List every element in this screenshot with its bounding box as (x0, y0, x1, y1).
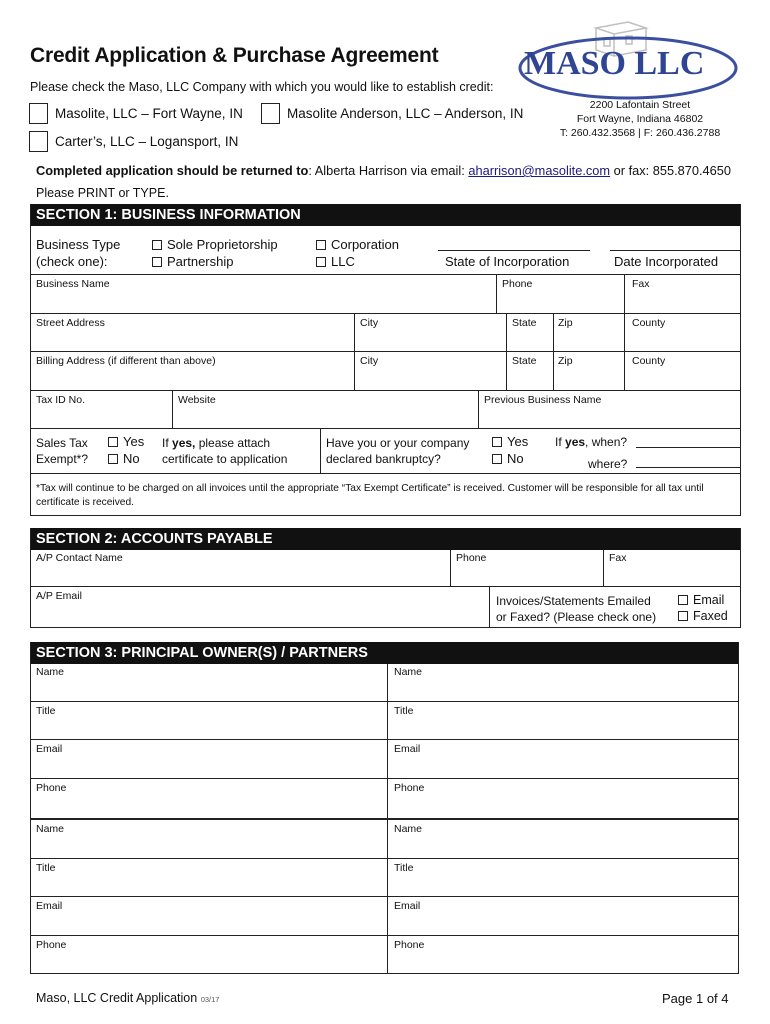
owner-2-right-title-field[interactable]: Title (394, 862, 414, 874)
billing-city-field[interactable]: City (360, 355, 379, 367)
owner-1-right-title-field[interactable]: Title (394, 705, 414, 717)
company-checkbox-carters[interactable] (29, 131, 48, 152)
address-line-2: Fort Wayne, Indiana 46802 (576, 113, 704, 125)
bankruptcy-where-label: where? (588, 457, 628, 471)
section-2-header: SECTION 2: ACCOUNTS PAYABLE (30, 528, 741, 550)
owner-2-right-phone-field[interactable]: Phone (394, 939, 425, 951)
company-label-carters: Carter’s, LLC – Logansport, IN (55, 134, 239, 149)
maso-logo (518, 20, 740, 100)
tax-footnote: *Tax will continue to be charged on all invoices until the appropriate “Tax Exempt Certificate” is received. Customer will be responsible for all tax until certificate is received. (36, 483, 704, 508)
owner-2-left-title-field[interactable]: Title (36, 862, 56, 874)
sales-tax-yes-checkbox[interactable] (108, 437, 118, 447)
partnership-checkbox[interactable] (152, 257, 162, 267)
bankruptcy-options: Yes No (492, 433, 528, 467)
bankruptcy-no-checkbox[interactable] (492, 454, 502, 464)
sole-prop-checkbox[interactable] (152, 240, 162, 250)
ap-contact-field[interactable]: A/P Contact Name (36, 552, 123, 564)
logo-text: MASO LLC (524, 45, 705, 82)
ap-phone-field[interactable]: Phone (456, 552, 487, 564)
owner-1-left-email-field[interactable]: Email (36, 743, 63, 755)
street-county-field[interactable]: County (632, 317, 666, 329)
bankruptcy-when-label: If yes, when? (555, 435, 628, 449)
owner-2-right-name-field[interactable]: Name (394, 823, 423, 835)
sales-tax-no-checkbox[interactable] (108, 454, 118, 464)
company-row-1 (29, 103, 48, 129)
phone-fax-line: T: 260.432.3568 | F: 260.436.2788 (559, 127, 721, 139)
invoice-faxed-checkbox[interactable] (678, 611, 688, 621)
website-field[interactable]: Website (178, 394, 216, 406)
attach-certificate-note: If yes, please attach certificate to application (162, 436, 288, 466)
billing-address-field[interactable]: Billing Address (if different than above) (36, 355, 216, 367)
bankruptcy-when-line[interactable] (636, 447, 740, 448)
page-title: Credit Application & Purchase Agreement (30, 44, 439, 67)
owner-1-right-name-field[interactable]: Name (394, 666, 423, 678)
street-city-field[interactable]: City (360, 317, 379, 329)
company-label-masolite: Masolite, LLC – Fort Wayne, IN (55, 106, 243, 121)
business-phone-field[interactable]: Phone (502, 278, 533, 290)
invoice-method-question: Invoices/Statements Emailed or Faxed? (Please check one) (496, 594, 657, 624)
section-3-box (30, 642, 739, 974)
owner-1-right-email-field[interactable]: Email (394, 743, 421, 755)
business-type-options-a: Sole Proprietorship Partnership (152, 236, 278, 270)
business-type-label: Business Type (check one): (36, 237, 121, 269)
company-label-anderson: Masolite Anderson, LLC – Anderson, IN (287, 106, 524, 121)
date-incorp-line[interactable] (610, 250, 740, 251)
company-checkbox-masolite[interactable] (29, 103, 48, 124)
business-fax-field[interactable]: Fax (632, 278, 650, 290)
owner-2-left-name-field[interactable]: Name (36, 823, 65, 835)
tax-id-field[interactable]: Tax ID No. (36, 394, 86, 406)
company-address (540, 98, 740, 140)
owner-1-right-phone-field[interactable]: Phone (394, 782, 425, 794)
sales-tax-options: Yes No (108, 433, 144, 467)
state-incorp-line[interactable] (438, 250, 590, 251)
invoice-email-checkbox[interactable] (678, 595, 688, 605)
owner-1-left-name-field[interactable]: Name (36, 666, 65, 678)
ap-email-field[interactable]: A/P Email (36, 590, 82, 602)
billing-county-field[interactable]: County (632, 355, 666, 367)
intro-text: Please check the Maso, LLC Company with which you would like to establish credit: (30, 80, 494, 94)
print-note: Please PRINT or TYPE. (36, 186, 169, 200)
owner-2-left-phone-field[interactable]: Phone (36, 939, 67, 951)
invoice-method-options: Email Faxed (678, 592, 728, 624)
state-incorp-label: State of Incorporation (445, 254, 570, 269)
return-email-link[interactable]: aharrison@masolite.com (468, 163, 611, 178)
street-address-field[interactable]: Street Address (36, 317, 105, 329)
business-type-options-b: Corporation LLC (316, 236, 399, 270)
business-name-field[interactable]: Business Name (36, 278, 110, 290)
footer-version: 03/17 (200, 995, 220, 1004)
bankruptcy-yes-checkbox[interactable] (492, 437, 502, 447)
street-state-field[interactable]: State (512, 317, 537, 329)
owner-1-left-phone-field[interactable]: Phone (36, 782, 67, 794)
page-number: Page 1 of 4 (662, 991, 729, 1006)
previous-name-field[interactable]: Previous Business Name (484, 394, 602, 406)
section-3-header: SECTION 3: PRINCIPAL OWNER(S) / PARTNERS (30, 642, 739, 664)
owner-2-left-email-field[interactable]: Email (36, 900, 63, 912)
corporation-checkbox[interactable] (316, 240, 326, 250)
company-checkbox-anderson[interactable] (261, 103, 280, 124)
llc-checkbox[interactable] (316, 257, 326, 267)
bankruptcy-where-line[interactable] (636, 467, 740, 468)
billing-zip-field[interactable]: Zip (558, 355, 573, 367)
return-instructions: Completed application should be returned to: Alberta Harrison via email: aharrison@masolite.com or fax: 855.870.4650 (36, 163, 732, 178)
ap-fax-field[interactable]: Fax (609, 552, 627, 564)
owner-2-right-email-field[interactable]: Email (394, 900, 421, 912)
section-1-header: SECTION 1: BUSINESS INFORMATION (30, 204, 741, 226)
address-line-1: 2200 Lafontain Street (589, 99, 691, 111)
billing-state-field[interactable]: State (512, 355, 537, 367)
street-zip-field[interactable]: Zip (558, 317, 573, 329)
date-incorp-label: Date Incorporated (614, 254, 719, 269)
owner-1-left-title-field[interactable]: Title (36, 705, 56, 717)
bankruptcy-question: Have you or your company declared bankruptcy? (326, 436, 470, 466)
sales-tax-label: Sales Tax Exempt*? (36, 436, 89, 466)
footer-form-name: Maso, LLC Credit Application 03/17 (36, 991, 220, 1005)
